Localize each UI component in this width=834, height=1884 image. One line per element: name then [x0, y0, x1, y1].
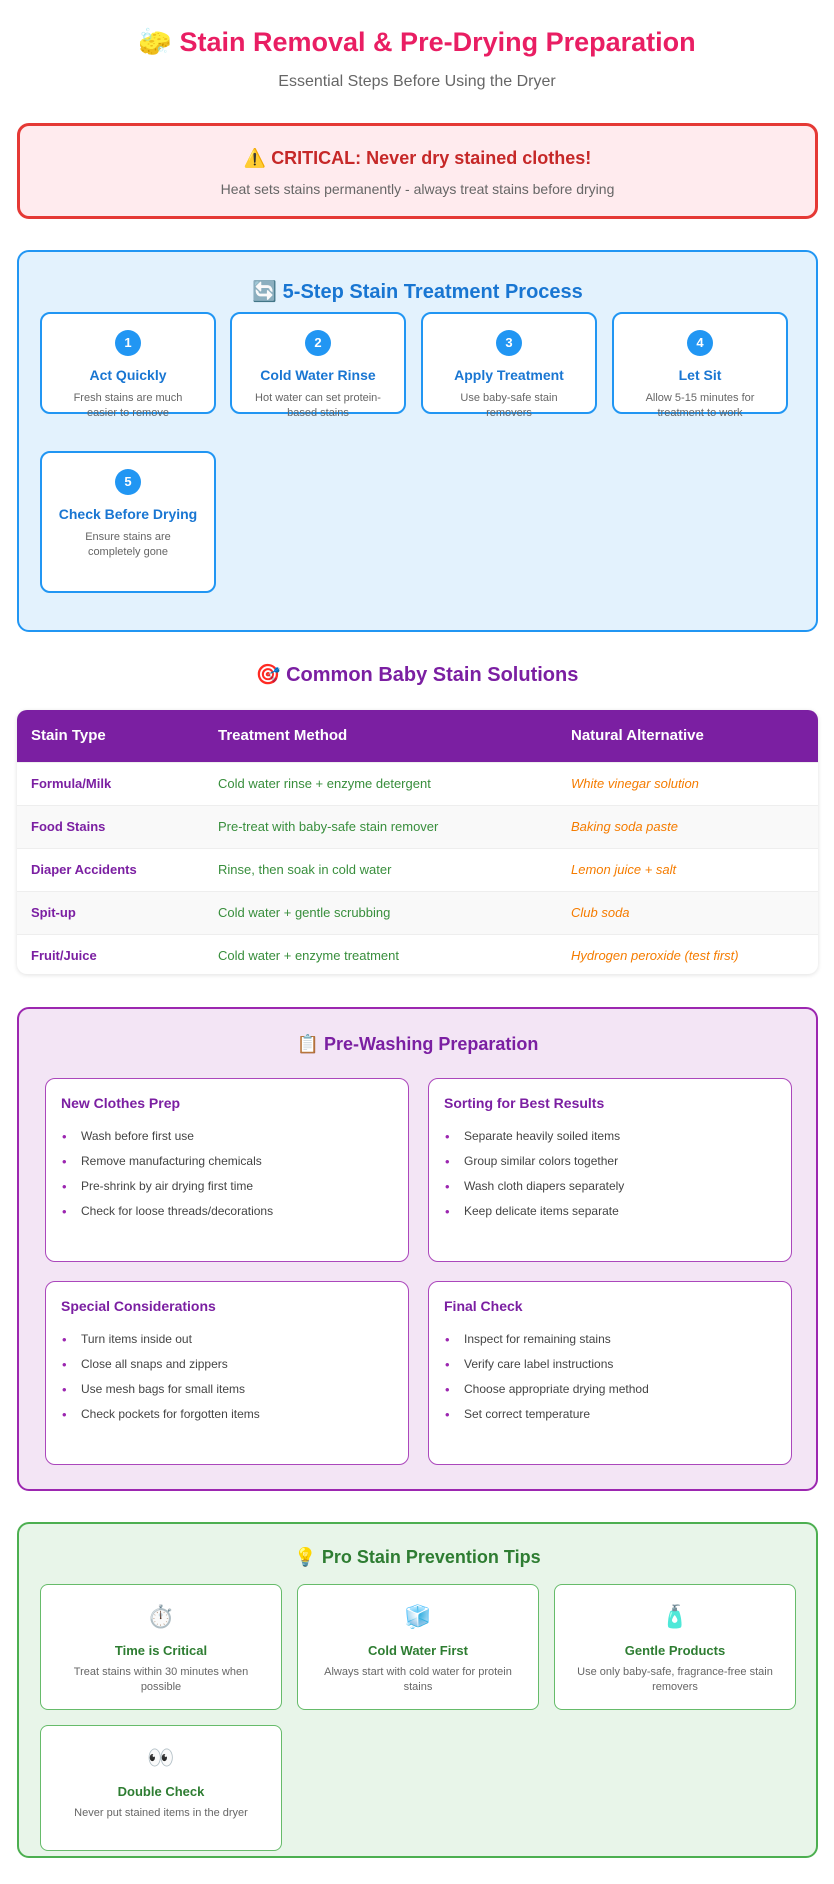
list-item: • Inspect for remaining stains — [444, 1327, 776, 1352]
step-number-badge: 2 — [305, 330, 331, 356]
tips-title — [19, 1547, 816, 1568]
table-row — [17, 762, 818, 805]
stain-type-cell: Diaper Accidents — [17, 848, 204, 891]
step-description: Fresh stains are much easier to remove — [73, 392, 183, 419]
natural-alternative-cell: Baking soda paste — [557, 805, 818, 848]
tip-card — [40, 1725, 282, 1851]
step-description: Hot water can set protein-based stains — [255, 392, 381, 419]
prep-card-sorting — [428, 1078, 792, 1262]
tip-card — [297, 1584, 539, 1710]
tip-card — [40, 1584, 282, 1710]
step-card — [612, 312, 788, 419]
tip-title: Cold Water First — [368, 1643, 468, 1658]
treatment-cell: Cold water rinse + enzyme detergent — [204, 762, 557, 805]
page-subtitle: Essential Steps Before Using the Dryer — [278, 73, 556, 90]
prep-card-special — [45, 1281, 409, 1465]
tip-title: Time is Critical — [114, 1643, 208, 1658]
process-title-text: 5-Step Stain Treatment Process — [282, 281, 583, 303]
table-row — [17, 891, 818, 934]
lightbulb-icon: 💡 — [294, 1547, 317, 1567]
step-title: Cold Water Rinse — [260, 367, 376, 383]
step-card — [40, 451, 216, 593]
ice-cube-icon: 🧊 — [404, 1604, 432, 1629]
tip-description: Use only baby-safe, fragrance-free stain removers — [577, 1666, 773, 1693]
column-header-treatment: Treatment Method — [218, 727, 348, 745]
natural-alternative-cell: Lemon juice + salt — [557, 848, 818, 891]
list-item: • Separate heavily soiled items — [444, 1124, 776, 1149]
list-item: • Use mesh bags for small items — [61, 1377, 393, 1402]
lotion-bottle-icon: 🧴 — [661, 1604, 689, 1629]
natural-alternative-cell: Hydrogen peroxide (test first) — [557, 934, 818, 974]
page-title — [0, 26, 834, 58]
table-header-row — [17, 710, 818, 762]
prevention-tips — [17, 1522, 818, 1858]
solutions-title — [0, 662, 834, 687]
stopwatch-icon: ⏱️ — [147, 1604, 175, 1629]
warning-icon: ⚠️ — [243, 148, 267, 168]
list-item: • Wash before first use — [61, 1124, 393, 1149]
stain-type-cell: Spit-up — [17, 891, 204, 934]
prep-card-final-check — [428, 1281, 792, 1465]
stain-treatment-process — [17, 250, 818, 632]
page-title-text: Stain Removal & Pre-Drying Preparation — [179, 27, 696, 57]
clipboard-icon: 📋 — [296, 1034, 320, 1054]
step-card — [230, 312, 406, 419]
list-item: • Set correct temperature — [444, 1402, 776, 1427]
list-item: • Choose appropriate drying method — [444, 1377, 776, 1402]
list-item: • Check for loose threads/decorations — [61, 1199, 393, 1224]
step-title: Check Before Drying — [58, 506, 198, 522]
eyes-icon: 👀 — [147, 1745, 175, 1770]
tip-title: Gentle Products — [624, 1643, 726, 1658]
prewash-title — [19, 1034, 816, 1055]
prep-card-title: New Clothes Prep — [61, 1095, 181, 1111]
treatment-cell: Rinse, then soak in cold water — [204, 848, 557, 891]
cycle-icon: 🔄 — [252, 281, 278, 303]
treatment-cell: Pre-treat with baby-safe stain remover — [204, 805, 557, 848]
alert-title — [20, 148, 815, 169]
stain-type-cell: Formula/Milk — [17, 762, 204, 805]
prewash-title-text: Pre-Washing Preparation — [324, 1034, 539, 1054]
stain-type-cell: Food Stains — [17, 805, 204, 848]
tip-card — [554, 1584, 796, 1710]
treatment-cell: Cold water + gentle scrubbing — [204, 891, 557, 934]
sponge-icon: 🧽 — [138, 27, 172, 57]
list-item: • Remove manufacturing chemicals — [61, 1149, 393, 1174]
list-item: • Pre-shrink by air drying first time — [61, 1174, 393, 1199]
solutions-title-text: Common Baby Stain Solutions — [286, 664, 579, 686]
column-header-natural: Natural Alternative — [571, 727, 704, 745]
step-description: Ensure stains are completely gone — [85, 531, 171, 558]
tips-title-text: Pro Stain Prevention Tips — [321, 1547, 541, 1567]
tip-description: Treat stains within 30 minutes when possible — [73, 1666, 249, 1693]
step-card — [40, 312, 216, 419]
stain-type-cell: Fruit/Juice — [17, 934, 204, 974]
list-item: • Close all snaps and zippers — [61, 1352, 393, 1377]
list-item: • Check pockets for forgotten items — [61, 1402, 393, 1427]
tip-description: Never put stained items in the dryer — [74, 1807, 248, 1819]
alert-title-text: CRITICAL: Never dry stained clothes! — [271, 148, 592, 168]
prep-card-new-clothes — [45, 1078, 409, 1262]
prep-card-title: Special Considerations — [61, 1298, 216, 1314]
stain-solutions-table — [17, 710, 818, 974]
pre-washing-preparation — [17, 1007, 818, 1491]
step-description: Allow 5-15 minutes for treatment to work — [645, 392, 755, 419]
list-item: • Verify care label instructions — [444, 1352, 776, 1377]
critical-alert — [17, 123, 818, 219]
process-title — [19, 279, 816, 304]
table-row — [17, 848, 818, 891]
step-number-badge: 5 — [115, 469, 141, 495]
step-number-badge: 3 — [496, 330, 522, 356]
list-item: • Group similar colors together — [444, 1149, 776, 1174]
target-icon: 🎯 — [255, 664, 281, 686]
alert-text: Heat sets stains permanently - always treat stains before drying — [220, 181, 615, 197]
step-number-badge: 4 — [687, 330, 713, 356]
tip-title: Double Check — [117, 1784, 205, 1799]
list-item: • Wash cloth diapers separately — [444, 1174, 776, 1199]
step-description: Use baby-safe stain removers — [460, 392, 558, 419]
treatment-cell: Cold water + enzyme treatment — [204, 934, 557, 974]
step-card — [421, 312, 597, 419]
step-title: Act Quickly — [89, 367, 167, 383]
natural-alternative-cell: White vinegar solution — [557, 762, 818, 805]
prep-card-title: Final Check — [444, 1298, 523, 1314]
table-row — [17, 805, 818, 848]
list-item: • Keep delicate items separate — [444, 1199, 776, 1224]
column-header-stain-type: Stain Type — [31, 727, 106, 745]
tip-description: Always start with cold water for protein stains — [324, 1666, 512, 1693]
list-item: • Turn items inside out — [61, 1327, 393, 1352]
natural-alternative-cell: Club soda — [557, 891, 818, 934]
step-number-badge: 1 — [115, 330, 141, 356]
step-title: Let Sit — [678, 367, 722, 383]
table-row — [17, 934, 818, 974]
step-title: Apply Treatment — [454, 367, 564, 383]
prep-card-title: Sorting for Best Results — [444, 1095, 605, 1111]
